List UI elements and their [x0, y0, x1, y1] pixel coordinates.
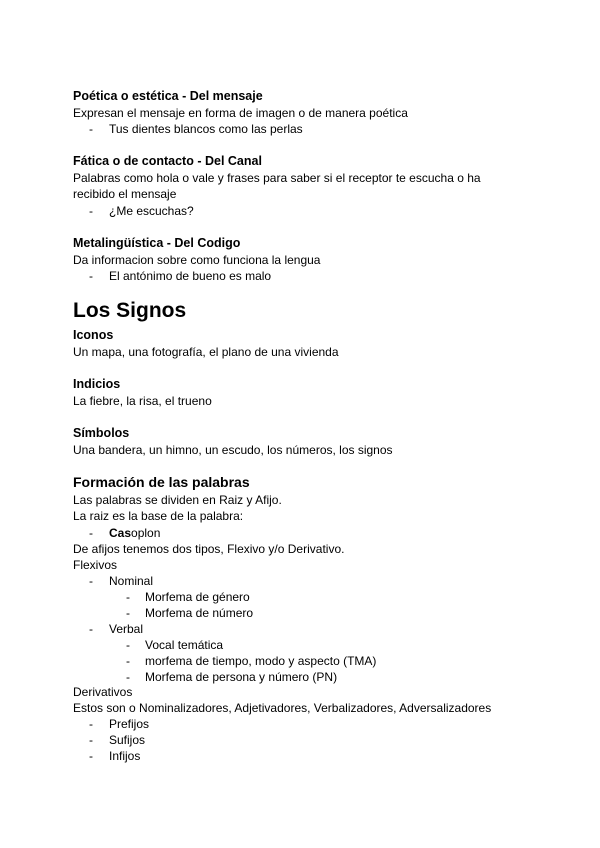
formacion-line-1: Las palabras se dividen en Raiz y Afijo.	[73, 493, 282, 507]
simbolos-text: Una bandera, un himno, un escudo, los números, los signos	[73, 443, 393, 457]
bullet: -	[89, 733, 93, 747]
indicios-text: La fiebre, la risa, el trueno	[73, 394, 212, 408]
bullet: -	[89, 749, 93, 763]
bullet: -	[89, 717, 93, 731]
raiz-example-root: Cas	[109, 526, 132, 540]
bullet: -	[126, 638, 130, 652]
list-item: Sufijos	[109, 733, 146, 747]
fatica-text-1: Palabras como hola o vale y frases para saber si el receptor te escucha o ha	[73, 171, 481, 185]
bullet: -	[126, 590, 130, 604]
fatica-example: ¿Me escuchas?	[109, 204, 194, 218]
bullet: -	[89, 622, 93, 636]
heading-los-signos: Los Signos	[73, 299, 187, 322]
formacion-line-2: La raiz es la base de la palabra:	[73, 509, 244, 523]
bullet: -	[126, 606, 130, 620]
bullet: -	[89, 122, 93, 136]
derivativos-text: Estos son o Nominalizadores, Adjetivadores, Verbalizadores, Adversalizadores	[73, 701, 492, 715]
iconos-text: Un mapa, una fotografía, el plano de una vivienda	[73, 345, 339, 359]
heading-indicios: Indicios	[73, 377, 121, 391]
bullet: -	[126, 654, 130, 668]
list-item: Morfema de número	[145, 606, 254, 620]
bullet: -	[89, 269, 93, 283]
poetica-example: Tus dientes blancos como las perlas	[109, 122, 303, 136]
poetica-text: Expresan el mensaje en forma de imagen o de manera poética	[73, 106, 408, 120]
heading-metalinguistica: Metalingüística - Del Codigo	[73, 236, 241, 250]
heading-formacion: Formación de las palabras	[73, 474, 250, 490]
flexivos-label: Flexivos	[73, 558, 118, 572]
bullet: -	[89, 204, 93, 218]
heading-fatica: Fática o de contacto - Del Canal	[73, 154, 262, 168]
bullet: -	[89, 574, 93, 588]
bullet: -	[126, 670, 130, 684]
raiz-example-rest: oplon	[131, 526, 161, 540]
formacion-line-3: De afijos tenemos dos tipos, Flexivo y/o Derivativo.	[73, 542, 345, 556]
metalinguistica-example: El antónimo de bueno es malo	[109, 269, 272, 283]
heading-simbolos: Símbolos	[73, 426, 130, 440]
derivativos-label: Derivativos	[73, 685, 133, 699]
nominal-label: Nominal	[109, 574, 154, 588]
bullet: -	[89, 526, 93, 540]
list-item: morfema de tiempo, modo y aspecto (TMA)	[145, 654, 377, 668]
fatica-text-2: recibido el mensaje	[73, 187, 177, 201]
list-item: Morfema de género	[145, 590, 250, 604]
list-item: Morfema de persona y número (PN)	[145, 670, 338, 684]
raiz-example	[109, 525, 160, 541]
heading-iconos: Iconos	[73, 328, 114, 342]
verbal-label: Verbal	[109, 622, 144, 636]
list-item: Vocal temática	[145, 638, 224, 652]
list-item: Infijos	[109, 749, 141, 763]
heading-poetica: Poética o estética - Del mensaje	[73, 89, 263, 103]
list-item: Prefijos	[109, 717, 150, 731]
metalinguistica-text: Da informacion sobre como funciona la lengua	[73, 253, 321, 267]
